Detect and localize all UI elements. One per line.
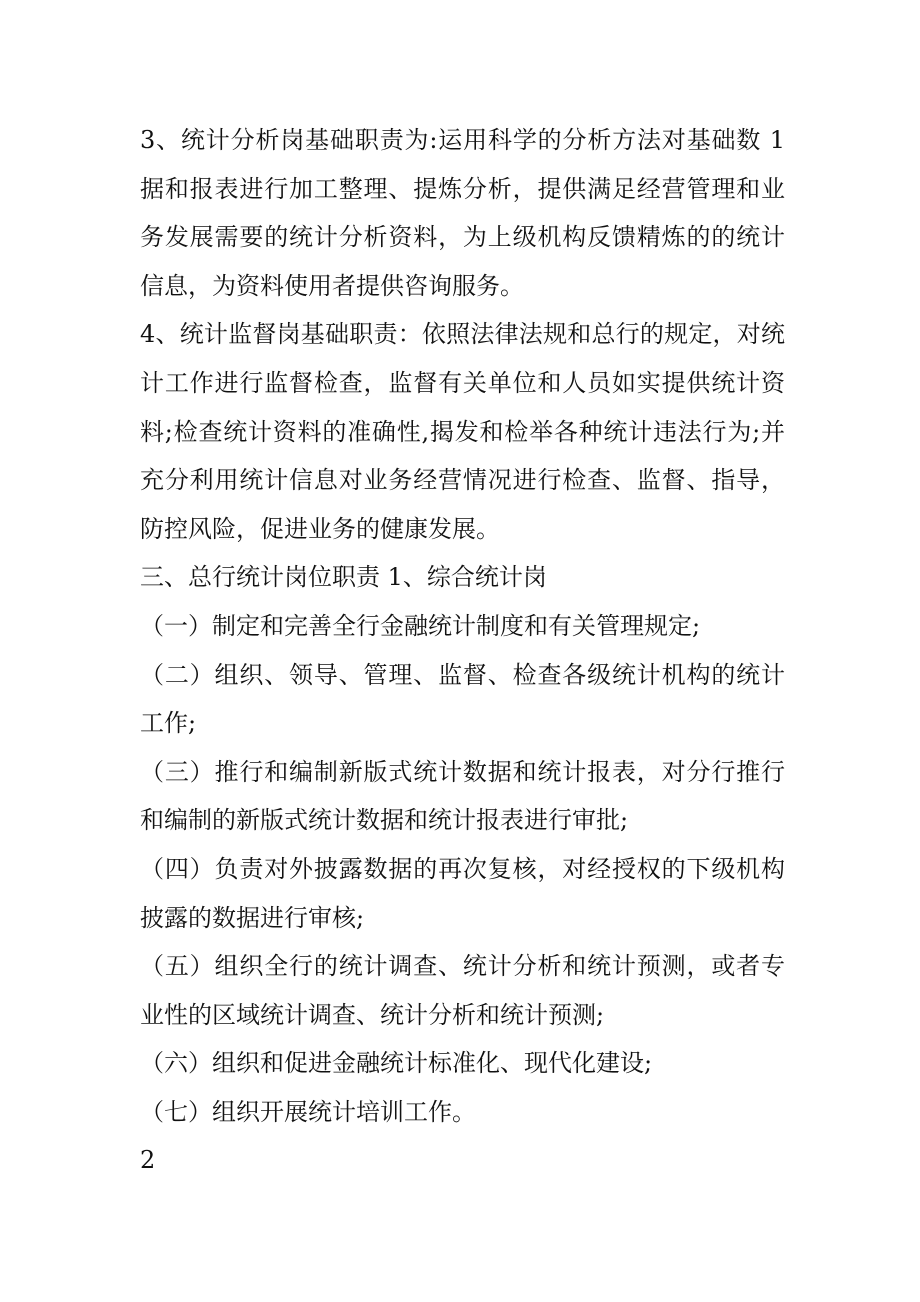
list-item-7: （七）组织开展统计培训工作。 (140, 1097, 476, 1126)
list-item-2: （二）组织、领导、管理、监督、检查各级统计机构的统计工作; (140, 660, 785, 738)
paragraph-analysis-duty: 3、统计分析岗基础职责为:运用科学的分析方法对基础数 1 据和报表进行加工整理、提炼分析，提供满足经营管理和业务发展需要的统计分析资料，为上级机构反馈精炼的的统计信息，为资料使用者提供咨询服务。 (140, 126, 785, 300)
list-item-3: （三）推行和编制新版式统计数据和统计报表，对分行推行和编制的新版式统计数据和统计报表进行审批; (140, 757, 785, 835)
list-item-5: （五）组织全行的统计调查、统计分析和统计预测，或者专业性的区域统计调查、统计分析和统计预测; (140, 952, 785, 1029)
list-item-6: （六）组织和促进金融统计标准化、现代化建设; (140, 1049, 653, 1078)
list-item-1: （一）制定和完善全行金融统计制度和有关管理规定; (140, 611, 701, 640)
document-page (140, 116, 785, 1185)
section-heading-head-office: 三、总行统计岗位职责 1、综合统计岗 (140, 563, 547, 592)
paragraph-supervision-duty: 4、统计监督岗基础职责：依照法律法规和总行的规定，对统计工作进行监督检查，监督有关单位和人员如实提供统计资料;检查统计资料的准确性,揭发和检举各种统计违法行为;并充分利用统计信息对业务经营情况进行检查、监督、指导，防控风险，促进业务的健康发展。 (140, 320, 785, 543)
list-item-4: （四）负责对外披露数据的再次复核，对经授权的下级机构披露的数据进行审核; (140, 854, 785, 932)
page-number: 2 (140, 1146, 156, 1175)
